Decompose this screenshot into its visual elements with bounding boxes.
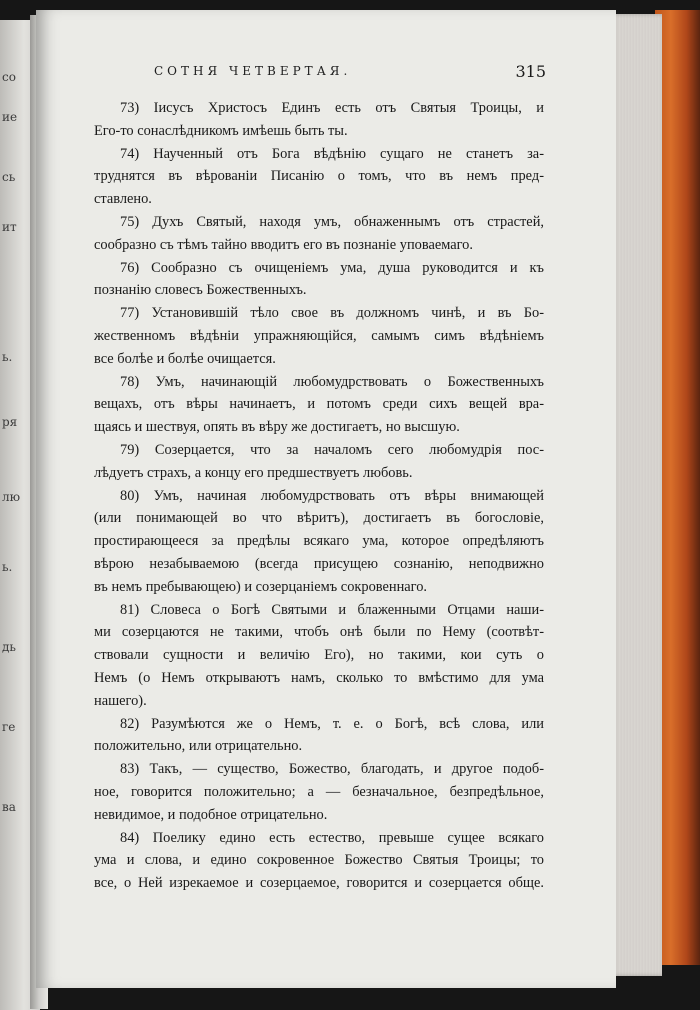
left-page-fragment: ие: [2, 110, 18, 124]
text-line: ставлено.: [94, 191, 152, 208]
text-line: 83) Такъ, — существо, Божество, благодать, и другое подоб-: [120, 761, 544, 778]
page-body-text: [94, 97, 544, 895]
left-page-fragment: лю: [2, 490, 21, 504]
left-page-fragment: ге: [2, 720, 16, 734]
text-line: ми созерцаются не такими, чтобъ онѣ были по Нему (соотвѣт-: [94, 624, 544, 641]
left-page-fragment: со: [2, 70, 16, 84]
text-line: невидимое, и подобное отрицательно.: [94, 806, 328, 823]
text-line: положительно, или отрицательно.: [94, 738, 303, 755]
text-line: труднятся въ вѣрованіи Писанію о томъ, что въ немъ пред-: [94, 168, 544, 185]
page-number: 315: [515, 62, 546, 81]
left-page-fragment: ь.: [2, 350, 13, 364]
text-line: вещахъ, отъ вѣры начинаетъ, и потомъ среди сихъ вещей вра-: [94, 396, 544, 413]
left-page-fragment: ря: [2, 415, 18, 429]
text-line: 75) Духъ Святый, находя умъ, обнаженнымъ отъ страстей,: [120, 213, 544, 230]
text-line: 78) Умъ, начинающій любомудрствовать о Божественныхъ: [120, 373, 544, 390]
text-line: нашего).: [94, 692, 147, 709]
text-line: 80) Умъ, начиная любомудрствовать отъ вѣры внимающей: [120, 487, 544, 504]
left-page-fragment: дь: [2, 640, 16, 654]
text-line: 84) Поелику едино есть естество, превыше сущее всякаго: [120, 829, 544, 846]
text-line: 82) Разумѣются же о Немъ, т. е. о Богѣ, всѣ слова, или: [120, 715, 544, 732]
text-line: лѣдуетъ страхъ, а концу его предшествуетъ любовь.: [94, 464, 413, 481]
text-line: ствовали сущности и величію Его), но такими, кои суть о: [94, 647, 544, 664]
book-page: [36, 10, 616, 988]
text-line: въ немъ пребывающею) и созерцаніемъ сокровеннаго.: [94, 578, 427, 595]
page-edges: [612, 14, 662, 976]
text-line: ное, говорится положительно; а — безначальное, безпредѣльное,: [94, 783, 544, 800]
text-line: 79) Созерцается, что за началомъ сего любомудрія пос-: [120, 441, 544, 458]
left-page-fragment: ва: [2, 800, 16, 814]
text-line: (или понимающей во что вѣритъ), достигаетъ въ богословіе,: [94, 510, 544, 527]
text-line: 74) Наученный отъ Бога вѣдѣнію сущаго не станетъ за-: [120, 145, 544, 162]
text-line: 73) Іисусъ Христосъ Единъ есть отъ Святыя Троицы, и: [120, 100, 544, 116]
text-line: жественномъ вѣдѣніи упражняющійся, самымъ симъ вѣдѣніемъ: [94, 327, 544, 344]
text-line: 81) Словеса о Богѣ Святыми и блаженными Отцами наши-: [120, 601, 544, 618]
text-line: все болѣе и болѣе очищается.: [94, 350, 276, 367]
text-line: ума и слова, и едино сокровенное Божество Святыя Троицы; то: [94, 852, 544, 869]
text-line: простирающееся за предѣлы всякаго ума, которое опредѣляютъ: [94, 533, 544, 550]
text-line: сообразно съ тѣмъ тайно вводитъ его въ познаніе уповаемаго.: [94, 236, 473, 253]
running-title: СОТНЯ ЧЕТВЕРТАЯ.: [154, 64, 352, 78]
text-line: 77) Установившій тѣло свое въ должномъ чинѣ, и въ Бо-: [120, 305, 544, 322]
left-page-fragment: сь: [2, 170, 16, 184]
page-header: [126, 62, 596, 86]
text-line: 76) Сообразно съ очищеніемъ ума, душа руководится и къ: [120, 259, 544, 276]
text-line: вѣрою незабываемою (всегда присущею сознанію, неподвижно: [94, 555, 544, 572]
text-line: все, о Ней изрекаемое и созерцаемое, говорится и созерцается обще.: [94, 875, 544, 892]
left-page-fragment: ь.: [2, 560, 13, 574]
text-line: щаясь и шествуя, опять въ вѣру же достигаетъ, но высшую.: [94, 419, 460, 436]
text-line: Его-то сонаслѣдникомъ имѣешь быть ты.: [94, 122, 348, 139]
text-line: Немъ (о Немъ открываютъ намъ, сколько то вмѣстимо для ума: [94, 669, 544, 686]
left-page-fragment: ит: [2, 220, 17, 234]
text-line: познанію словесъ Божественныхъ.: [94, 282, 307, 299]
